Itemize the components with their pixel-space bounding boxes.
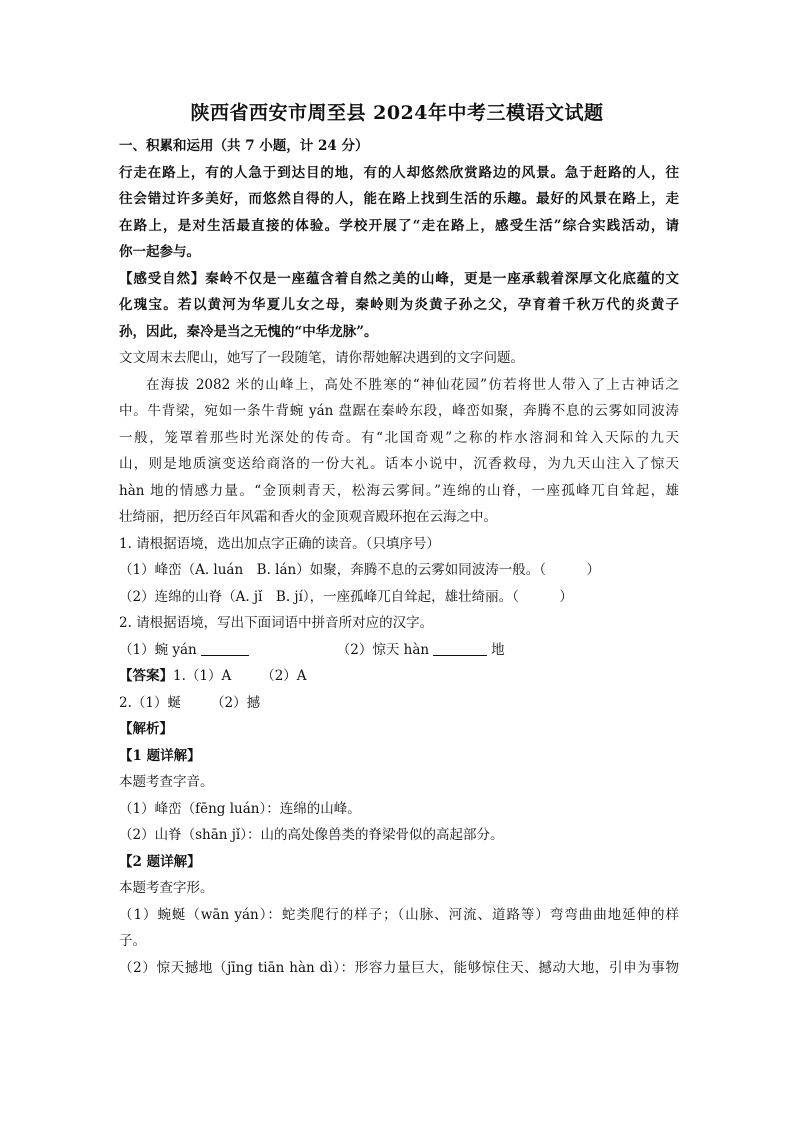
section-heading: 一、积累和运用（共 7 小题，计 24 分） [119,138,369,154]
analysis-label: 【解析】 [119,721,173,737]
analysis-part-1-label: 【1 题详解】 [119,747,201,764]
answer-1-1: 1.（1）A [173,668,232,684]
analysis-item: （1）蜿蜒（wān yán）：蛇类爬行的样子；（山脉、河流、道路等）弯弯曲曲地延伸的样 [119,906,679,923]
intro-line: 你一起参与。 [119,244,200,260]
intro-line: 在路上，是对生活最直接的体验。学校开展了“走在路上，感受生活”综合实践活动，请 [119,217,679,234]
analysis-part-2-label: 【2 题详解】 [119,853,201,870]
answer-1-2: （2）A [261,668,307,684]
essay-line: 中。牛背梁，宛如一条牛背蜿 yán 盘踞在秦岭东段，峰峦如聚，奔腾不息的云雾如同波涛 [119,403,679,419]
answer-blank [433,641,487,656]
question-1-item-1: （1）峰峦（A. luán B. lán）如聚，奔腾不息的云雾如同波涛一般。（ ） [119,562,600,578]
question-2-items [119,637,679,664]
analysis-part-2-intro: 本题考查字形。 [119,880,214,896]
answer-2-2: （2）撼 [210,694,261,711]
question-1-stem: 1. 请根据语境，选出加点字正确的读音。（只填序号） [119,535,440,552]
document-body [119,133,679,981]
nature-line: 孙，因此，秦冷是当之无愧的“中华龙脉”。 [119,323,378,340]
essay-line: 壮绮丽，把历经百年风霜和香火的金顶观音殿环抱在云海之中。 [119,509,497,525]
analysis-item: （2）山脊（shān jǐ）：山的高处像兽类的脊梁骨似的高起部分。 [119,827,504,843]
answer-2-1: 2.（1）蜒 [119,694,181,711]
analysis-part-1-intro: 本题考查字音。 [119,774,214,790]
answer-blank [201,641,249,656]
question-2-item-2-suffix: 地 [491,641,505,658]
essay-line: 山，则是地质演变送给商洛的一份大礼。话本小说中，沉香救母，为九天山注入了惊天 [119,456,679,472]
task-text: 文文周末去爬山，她写了一段随笔，请你帮她解决遇到的文字问题。 [119,350,524,366]
essay-line: 一般，笼罩着那些时光深处的传奇。有“北国奇观”之称的柞水溶洞和耸入天际的九天 [119,429,679,446]
question-2-item-2: （2）惊天 hàn [336,641,430,658]
nature-line: 【感受自然】秦岭不仅是一座蕴含着自然之美的山峰，更是一座承载着深厚文化底蕴的文 [119,270,679,287]
nature-line: 化瑰宝。若以黄河为华夏儿女之母，秦岭则为炎黄子孙之父，孕育着千秋万代的炎黄子 [119,297,679,313]
intro-line: 往会错过许多美好，而悠然自得的人，能在路上找到生活的乐趣。最好的风景在路上，走 [119,191,679,207]
answer-line-1 [119,663,679,690]
essay-line: 在海拔 2082 米的山峰上，高处不胜寒的“神仙花园”仿若将世人带入了上古神话之 [146,376,679,393]
essay-line: hàn 地的情感力量。“金顶刺青天，松海云雾间。”连绵的山脊，一座孤峰兀自耸起，雄 [119,482,679,499]
answer-label: 【答案】 [119,668,173,684]
intro-line: 行走在路上，有的人急于到达目的地，有的人却悠然欣赏路边的风景。急于赶路的人，往 [119,164,679,181]
analysis-item: （2）惊天撼地（jīng tiān hàn dì）：形容力量巨大，能够惊住天、撼动大地，引申为事物 [119,959,679,976]
page-title: 陕西省西安市周至县 2024年中考三模语文试题 [190,102,604,124]
analysis-item: （1）峰峦（fēng luán）：连绵的山峰。 [119,800,361,817]
question-2-stem: 2. 请根据语境，写出下面词语中拼音所对应的汉字。 [119,615,434,631]
analysis-item: 子。 [119,933,146,949]
question-1-item-2: （2）连绵的山脊（A. jǐ B. jí），一座孤峰兀自耸起，雄壮绮丽。（ ） [119,588,573,605]
answer-line-2 [119,690,679,717]
question-2-item-1: （1）蜿 yán [119,641,197,658]
